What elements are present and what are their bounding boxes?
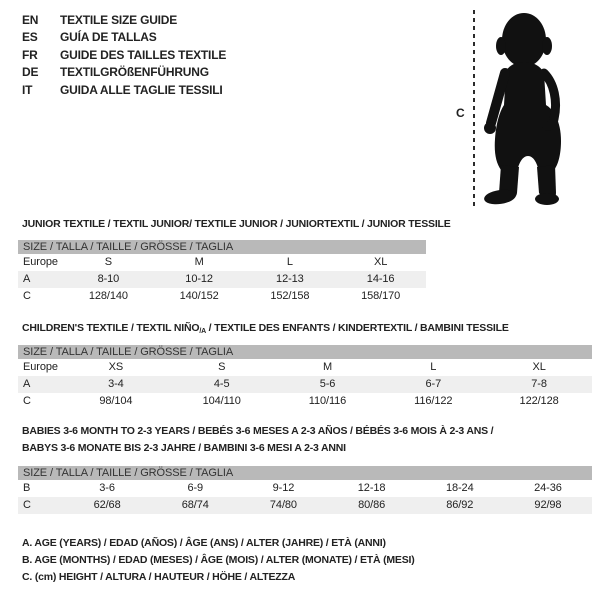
language-code: DE (22, 65, 39, 80)
language-title: GUIDE DES TAILLES TEXTILE (60, 47, 227, 62)
language-row-fr (22, 47, 226, 64)
language-row-de (22, 64, 226, 81)
language-row-es (22, 29, 226, 46)
table-cell: 158/170 (361, 290, 401, 302)
table-cell: 14-16 (366, 273, 395, 285)
table-cell: L (286, 256, 293, 268)
table-cell: 128/140 (88, 290, 128, 302)
table-cell: XL (373, 256, 388, 268)
table-cell: 12-13 (276, 273, 304, 285)
table-cell: S (218, 361, 226, 373)
table-cell: 12-18 (357, 482, 386, 494)
table-cell: 6-7 (425, 378, 442, 390)
table-cell: 8-10 (97, 273, 120, 285)
table-cell: 3-6 (99, 482, 115, 494)
table-cell: 74/80 (269, 499, 297, 511)
table-cell: M (194, 256, 204, 268)
children-heading-before: CHILDREN'S TEXTILE / TEXTIL NIÑO (22, 322, 200, 334)
height-measure-label: C (456, 106, 465, 120)
babies-heading-line1: BABIES 3-6 MONTH TO 2-3 YEARS / BEBÉS 3-6 MESES A 2-3 AÑOS / BÉBÉS 3-6 MOIS À 2-3 ANS / (22, 425, 494, 437)
table-cell: 152/158 (270, 290, 310, 302)
language-title: GUIDA ALLE TAGLIE TESSILI (60, 82, 223, 97)
row-label: B (23, 482, 31, 494)
table-cell: 7-8 (531, 378, 547, 390)
table-cell: M (322, 361, 333, 373)
footnote-b: B. AGE (MONTHS) / EDAD (MESES) / ÂGE (MOIS) / ALTER (MONATE) / ETÀ (MESI) (22, 554, 415, 566)
table-cell: 122/128 (519, 395, 559, 407)
language-title: TEXTILE SIZE GUIDE (60, 13, 178, 27)
junior-section-heading: JUNIOR TEXTILE / TEXTIL JUNIOR/ TEXTILE JUNIOR / JUNIORTEXTIL / JUNIOR TESSILE (22, 218, 451, 230)
children-size-table (18, 345, 592, 410)
table-cell: 18-24 (445, 482, 474, 494)
babies-section-heading (22, 423, 493, 456)
language-row-it (22, 82, 226, 99)
language-code: EN (22, 13, 39, 27)
language-code: IT (22, 82, 33, 97)
junior-row-age (18, 271, 426, 288)
table-cell: 68/74 (181, 499, 209, 511)
language-title: GUÍA DE TALLAS (60, 30, 157, 45)
table-cell: XL (532, 361, 546, 373)
row-label: C (23, 290, 31, 302)
table-cell: 104/110 (202, 395, 241, 407)
table-cell: 9-12 (272, 482, 295, 494)
table-cell: 110/116 (308, 395, 347, 407)
table-cell: 10-12 (185, 273, 213, 285)
junior-row-height (18, 288, 426, 305)
table-cell: 98/104 (99, 395, 133, 407)
table-cell: 62/68 (93, 499, 121, 511)
children-size-bar: SIZE / TALLA / TAILLE / GRÖSSE / TAGLIA (18, 345, 592, 359)
babies-size-table (18, 466, 592, 514)
row-label: Europe (23, 361, 58, 373)
footnote-a: A. AGE (YEARS) / EDAD (AÑOS) / ÂGE (ANS) / ALTER (JAHRE) / ETÀ (ANNI) (22, 537, 386, 549)
children-row-age (18, 376, 592, 393)
table-cell: 92/98 (534, 499, 562, 511)
row-label: C (23, 499, 31, 511)
table-cell: 5-6 (319, 378, 336, 390)
footnote-legend (22, 535, 415, 586)
language-code: ES (22, 30, 38, 45)
children-section-heading (22, 320, 509, 341)
baby-silhouette-icon (482, 7, 574, 209)
row-label: Europe (23, 256, 58, 268)
babies-size-bar: SIZE / TALLA / TAILLE / GRÖSSE / TAGLIA (18, 466, 592, 480)
language-row-en (22, 12, 226, 29)
table-cell: 4-5 (213, 378, 230, 390)
babies-row-age (18, 480, 592, 497)
row-label: A (23, 378, 31, 390)
table-cell: XS (108, 361, 124, 373)
junior-size-table (18, 240, 426, 305)
junior-size-bar: SIZE / TALLA / TAILLE / GRÖSSE / TAGLIA (18, 240, 426, 254)
table-cell: 24-36 (534, 482, 562, 494)
row-label: C (23, 395, 31, 407)
babies-heading-line2: BABYS 3-6 MONATE BIS 2-3 JAHRE / BAMBINI 3-6 MESI A 2-3 ANNI (22, 441, 346, 454)
table-cell: 116/122 (414, 395, 453, 407)
height-measure-line (473, 10, 475, 206)
children-heading-sub: /A (199, 328, 206, 335)
table-cell: 3-4 (108, 378, 124, 390)
table-cell: 86/92 (446, 499, 474, 511)
footnote-c: C. (cm) HEIGHT / ALTURA / HAUTEUR / HÖHE / ALTEZZA (22, 571, 296, 583)
junior-row-europe (18, 254, 426, 271)
table-cell: S (104, 256, 112, 268)
children-row-europe (18, 359, 592, 376)
children-row-height (18, 393, 592, 410)
row-label: A (23, 273, 31, 285)
language-code: FR (22, 47, 38, 62)
table-cell: 6-9 (187, 482, 204, 494)
table-cell: 140/152 (179, 290, 219, 302)
babies-row-height (18, 497, 592, 514)
language-title: TEXTILGRÖßENFÜHRUNG (60, 65, 209, 80)
table-cell: 80/86 (358, 499, 386, 511)
children-heading-after: / TEXTILE DES ENFANTS / KINDERTEXTIL / BAMBINI TESSILE (205, 322, 509, 334)
language-title-list (22, 12, 226, 99)
table-cell: L (430, 361, 437, 373)
